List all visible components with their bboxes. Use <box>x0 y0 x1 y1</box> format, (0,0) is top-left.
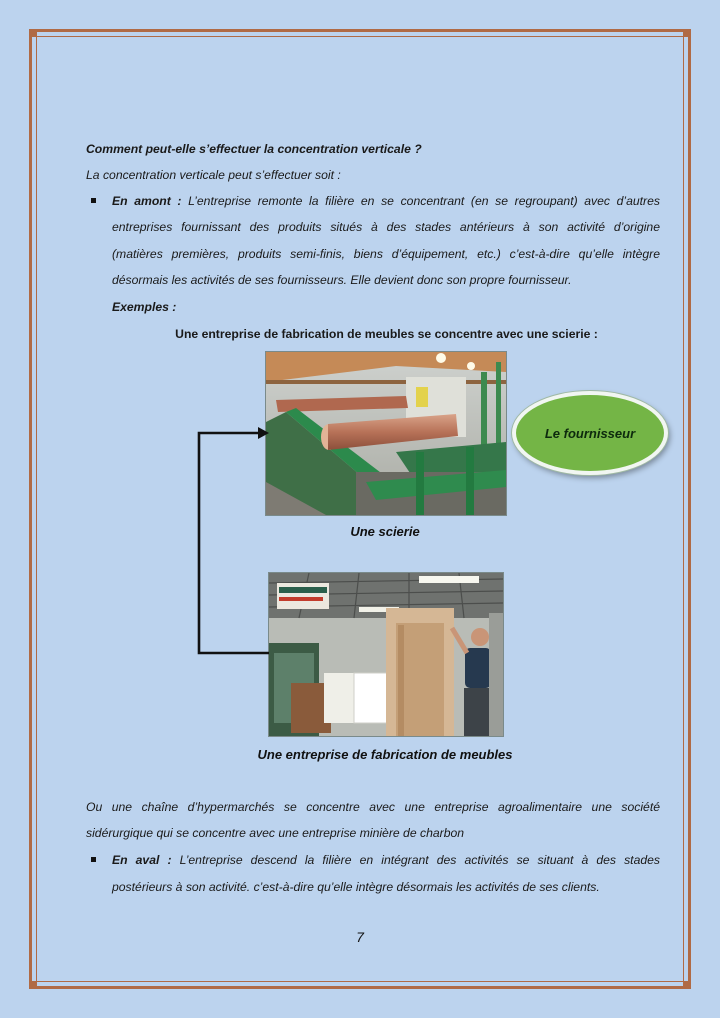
caption-furniture: Une entreprise de fabrication de meubles <box>257 747 513 762</box>
other-example-line1: Ou une chaîne d’hypermarchés se concentre avec une entreprise agroalimentaire une société <box>86 800 660 814</box>
border-corner <box>31 31 37 37</box>
supplier-label: Le fournisseur <box>544 425 636 441</box>
border-corner <box>31 981 37 987</box>
amont-paragraph-line2: entreprises fournissant des produits situés à des stades antérieurs à son activité d’origine <box>112 220 660 234</box>
integration-arrow <box>190 420 272 660</box>
bullet-marker <box>91 857 96 862</box>
border-corner <box>683 981 689 987</box>
section-intro: La concentration verticale peut s’effectuer soit : <box>86 168 341 182</box>
amont-paragraph-line1 <box>112 193 660 209</box>
amont-line1-text: L’entreprise remonte la filière en se concentrant (en se regroupant) avec d’autres <box>188 194 660 208</box>
amont-paragraph-line4: désormais les activités de ses fournisseurs. Elle devient donc son propre fournisseur. <box>112 273 572 287</box>
furniture-factory-photo <box>268 572 504 737</box>
amont-label: En amont : <box>112 194 182 208</box>
aval-label: En aval : <box>112 853 172 867</box>
amont-paragraph-line3: (matières premières, produits semi-finis, biens d’équipement, etc.) c’est-à-dire qu’elle intègre <box>112 247 660 261</box>
caption-sawmill: Une scierie <box>350 524 420 539</box>
aval-paragraph-line1 <box>112 852 660 868</box>
section-question: Comment peut-elle s’effectuer la concentration verticale ? <box>86 142 422 156</box>
bullet-marker <box>91 198 96 203</box>
border-corner <box>683 31 689 37</box>
aval-paragraph-line2: postérieurs à son activité. c’est-à-dire qu’elle intègre désormais les activités de ses clients. <box>112 880 600 894</box>
examples-label: Exemples : <box>112 300 177 314</box>
supplier-badge <box>512 391 668 475</box>
other-example-line2: sidérurgique qui se concentre avec une entreprise minière de charbon <box>86 826 465 840</box>
page-number: 7 <box>356 929 364 945</box>
example-title: Une entreprise de fabrication de meubles se concentre avec une scierie : <box>175 327 598 341</box>
aval-line1-text: L’entreprise descend la filière en intégrant des activités se situant à des stades <box>179 853 660 867</box>
sawmill-photo <box>265 351 507 516</box>
